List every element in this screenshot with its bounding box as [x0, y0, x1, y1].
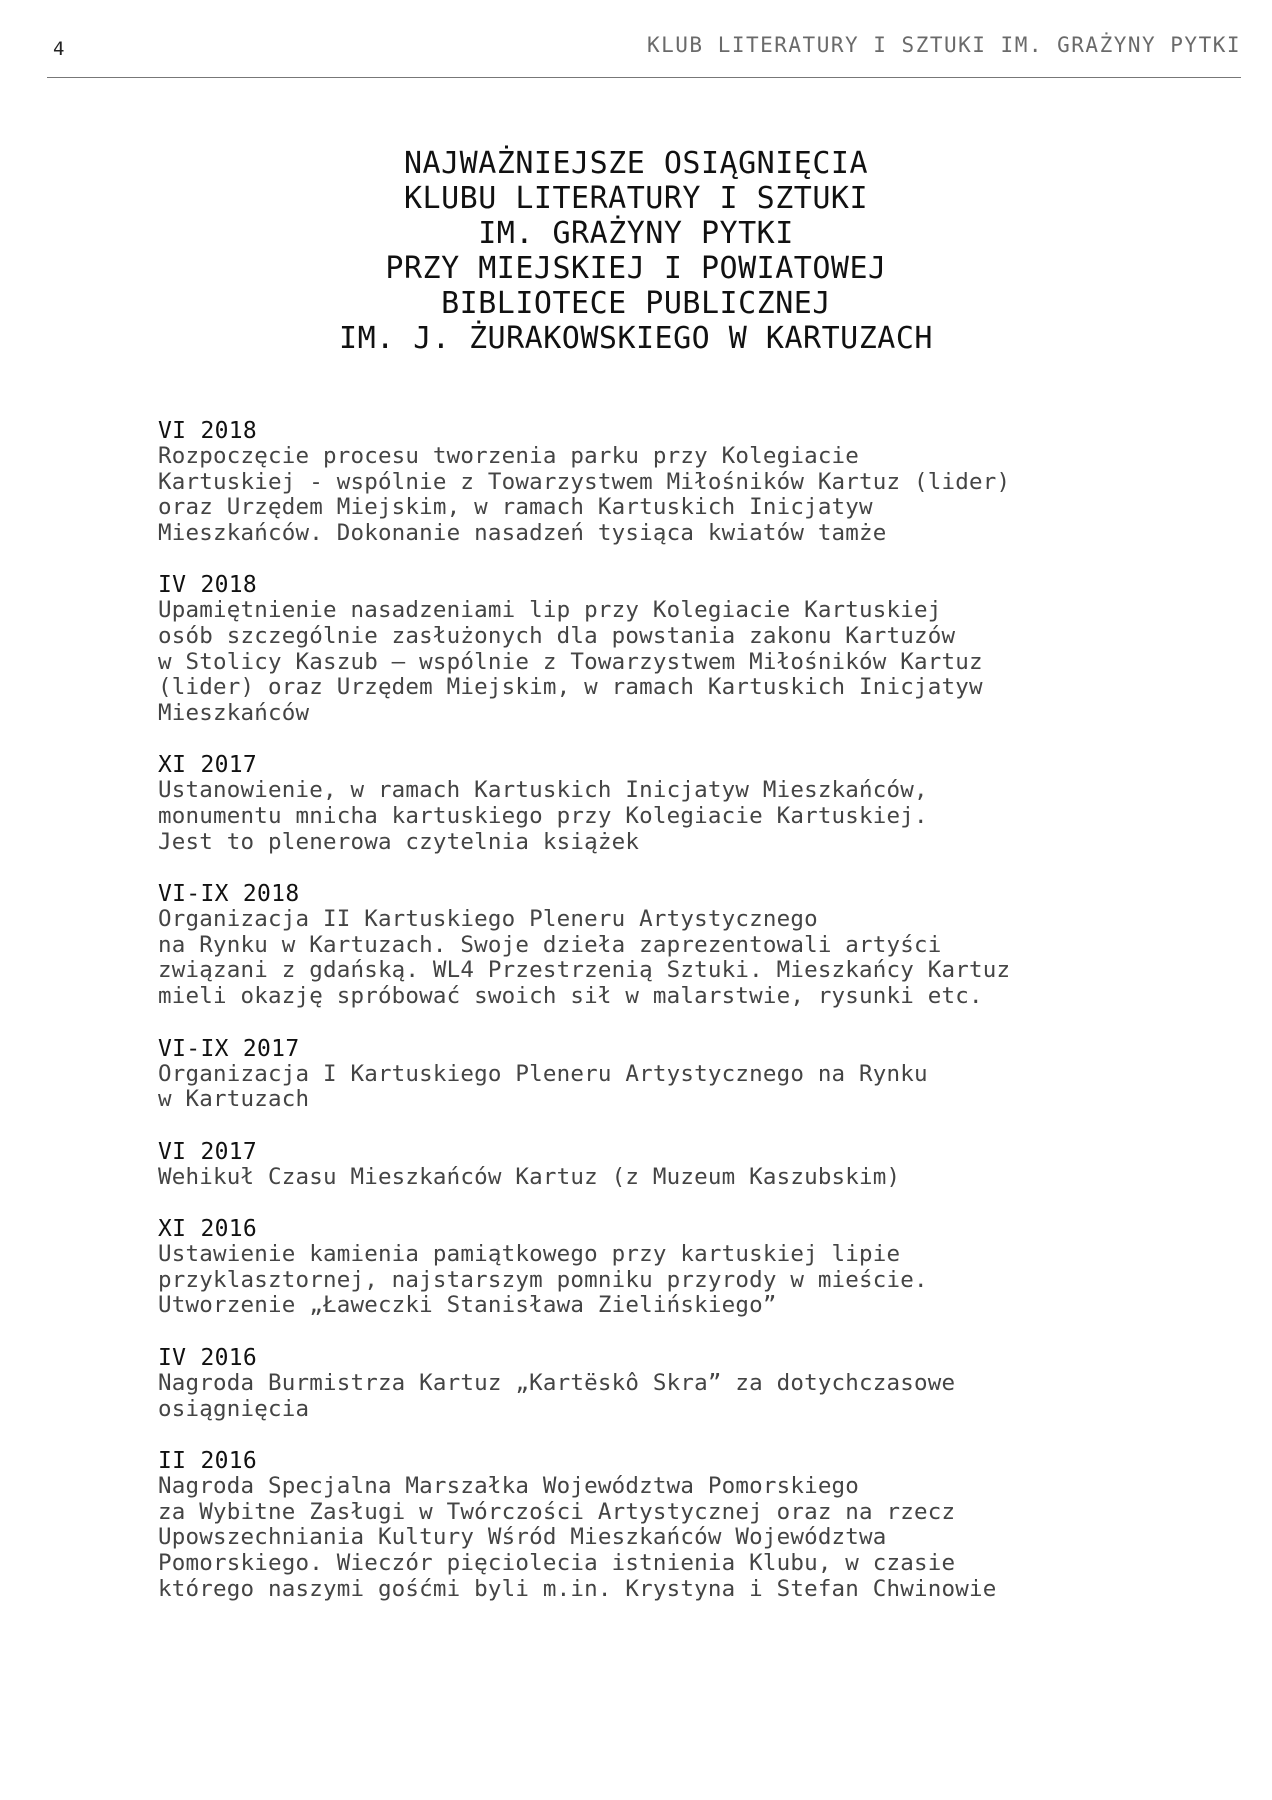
achievement-entry	[158, 1139, 1218, 1191]
entry-date: VI 2018	[158, 418, 258, 444]
entry-text-line: Utworzenie „Ławeczki Stanisława Zielińskiego”	[158, 1292, 777, 1319]
entry-text-line: Nagroda Specjalna Marszałka Województwa Pomorskiego	[158, 1473, 860, 1500]
title-line: IM. GRAŻYNY PYTKI	[478, 216, 794, 251]
entry-date: IV 2016	[158, 1345, 258, 1372]
header-divider	[47, 77, 1241, 78]
entry-text-line: na Rynku w Kartuzach. Swoje dzieła zaprezentowali artyści	[158, 931, 942, 958]
entry-text-line: związani z gdańską. WL4 Przestrzenią Sztuki. Mieszkańcy Kartuz	[158, 957, 1011, 984]
entry-text-line: Wehikuł Czasu Mieszkańców Kartuz (z Muzeum Kaszubskim)	[158, 1163, 901, 1190]
achievements-list	[158, 418, 1218, 1628]
entry-date: XI 2016	[158, 1216, 258, 1243]
title-line: BIBLIOTECE PUBLICZNEJ	[441, 286, 831, 321]
title-line: IM. J. ŻURAKOWSKIEGO W KARTUZACH	[339, 321, 933, 356]
entry-date: II 2016	[158, 1448, 258, 1475]
entry-text-line: Jest to plenerowa czytelnia książek	[158, 828, 640, 855]
title-line: NAJWAŻNIEJSZE OSIĄGNIĘCIA	[403, 146, 869, 181]
entry-date: VI-IX 2017	[158, 1035, 300, 1062]
achievement-entry	[158, 1036, 1218, 1113]
entry-date: IV 2018	[158, 572, 258, 599]
entry-text-line: Mieszkańców. Dokonanie nasadzeń tysiąca kwiatów tamże	[158, 519, 887, 546]
entry-date: XI 2017	[158, 752, 258, 779]
page-title	[0, 146, 1272, 356]
entry-text-line: Ustawienie kamienia pamiątkowego przy kartuskiej lipie	[158, 1241, 901, 1268]
entry-date: VI-IX 2018	[158, 881, 300, 908]
entry-text-line: w Stolicy Kaszub – wspólnie z Towarzystwem Miłośników Kartuz	[158, 648, 983, 675]
entry-text-line: Kartuskiej - wspólnie z Towarzystwem Miłośników Kartuz (lider)	[158, 468, 1011, 495]
entry-text-line: Rozpoczęcie procesu tworzenia parku przy Kolegiacie	[158, 443, 860, 469]
achievement-entry	[158, 1216, 1218, 1319]
entry-text-line: Upamiętnienie nasadzeniami lip przy Kolegiacie Kartuskiej	[158, 597, 942, 624]
entry-text-line: za Wybitne Zasługi w Twórczości Artystycznej oraz na rzecz	[158, 1498, 956, 1525]
achievement-entry	[158, 1345, 1218, 1422]
page-number: 4	[53, 38, 65, 60]
entry-text-line: Mieszkańców	[158, 699, 310, 726]
entry-text-line: Organizacja II Kartuskiego Pleneru Artystycznego	[158, 906, 818, 933]
entry-text-line: Nagroda Burmistrza Kartuz „Kartëskô Skra” za dotychczasowe	[158, 1370, 956, 1397]
entry-text-line: przyklasztornej, najstarszym pomniku przyrody w mieście.	[158, 1266, 928, 1293]
running-header-title: KLUB LITERATURY I SZTUKI IM. GRAŻYNY PYTKI	[646, 33, 1241, 57]
entry-text-line: osiągnięcia	[158, 1395, 310, 1422]
entry-text-line: w Kartuzach	[158, 1086, 310, 1113]
entry-text-line: którego naszymi gośćmi byli m.in. Krystyna i Stefan Chwinowie	[158, 1575, 997, 1602]
entry-text-line: mieli okazję spróbować swoich sił w malarstwie, rysunki etc.	[158, 982, 983, 1009]
achievement-entry	[158, 418, 1218, 546]
entry-text-line: Pomorskiego. Wieczór pięciolecia istnienia Klubu, w czasie	[158, 1550, 956, 1577]
entry-text-line: Organizacja I Kartuskiego Pleneru Artystycznego na Rynku	[158, 1060, 928, 1087]
entry-text-line: osób szczególnie zasłużonych dla powstania zakonu Kartuzów	[158, 622, 956, 649]
entry-text-line: Upowszechniania Kultury Wśród Mieszkańców Województwa	[158, 1524, 887, 1551]
entry-text-line: (lider) oraz Urzędem Miejskim, w ramach Kartuskich Inicjatyw	[158, 674, 983, 701]
entry-date: VI 2017	[158, 1138, 258, 1165]
achievement-entry	[158, 572, 1218, 726]
title-line: PRZY MIEJSKIEJ I POWIATOWEJ	[385, 251, 887, 286]
achievement-entry	[158, 881, 1218, 1009]
achievement-entry	[158, 752, 1218, 855]
entry-text-line: monumentu mnicha kartuskiego przy Kolegiacie Kartuskiej.	[158, 802, 928, 829]
entry-text-line: oraz Urzędem Miejskim, w ramach Kartuskich Inicjatyw	[158, 494, 873, 521]
title-line: KLUBU LITERATURY I SZTUKI	[403, 181, 869, 216]
entry-text-line: Ustanowienie, w ramach Kartuskich Inicjatyw Mieszkańców,	[158, 777, 928, 804]
achievement-entry	[158, 1448, 1218, 1602]
